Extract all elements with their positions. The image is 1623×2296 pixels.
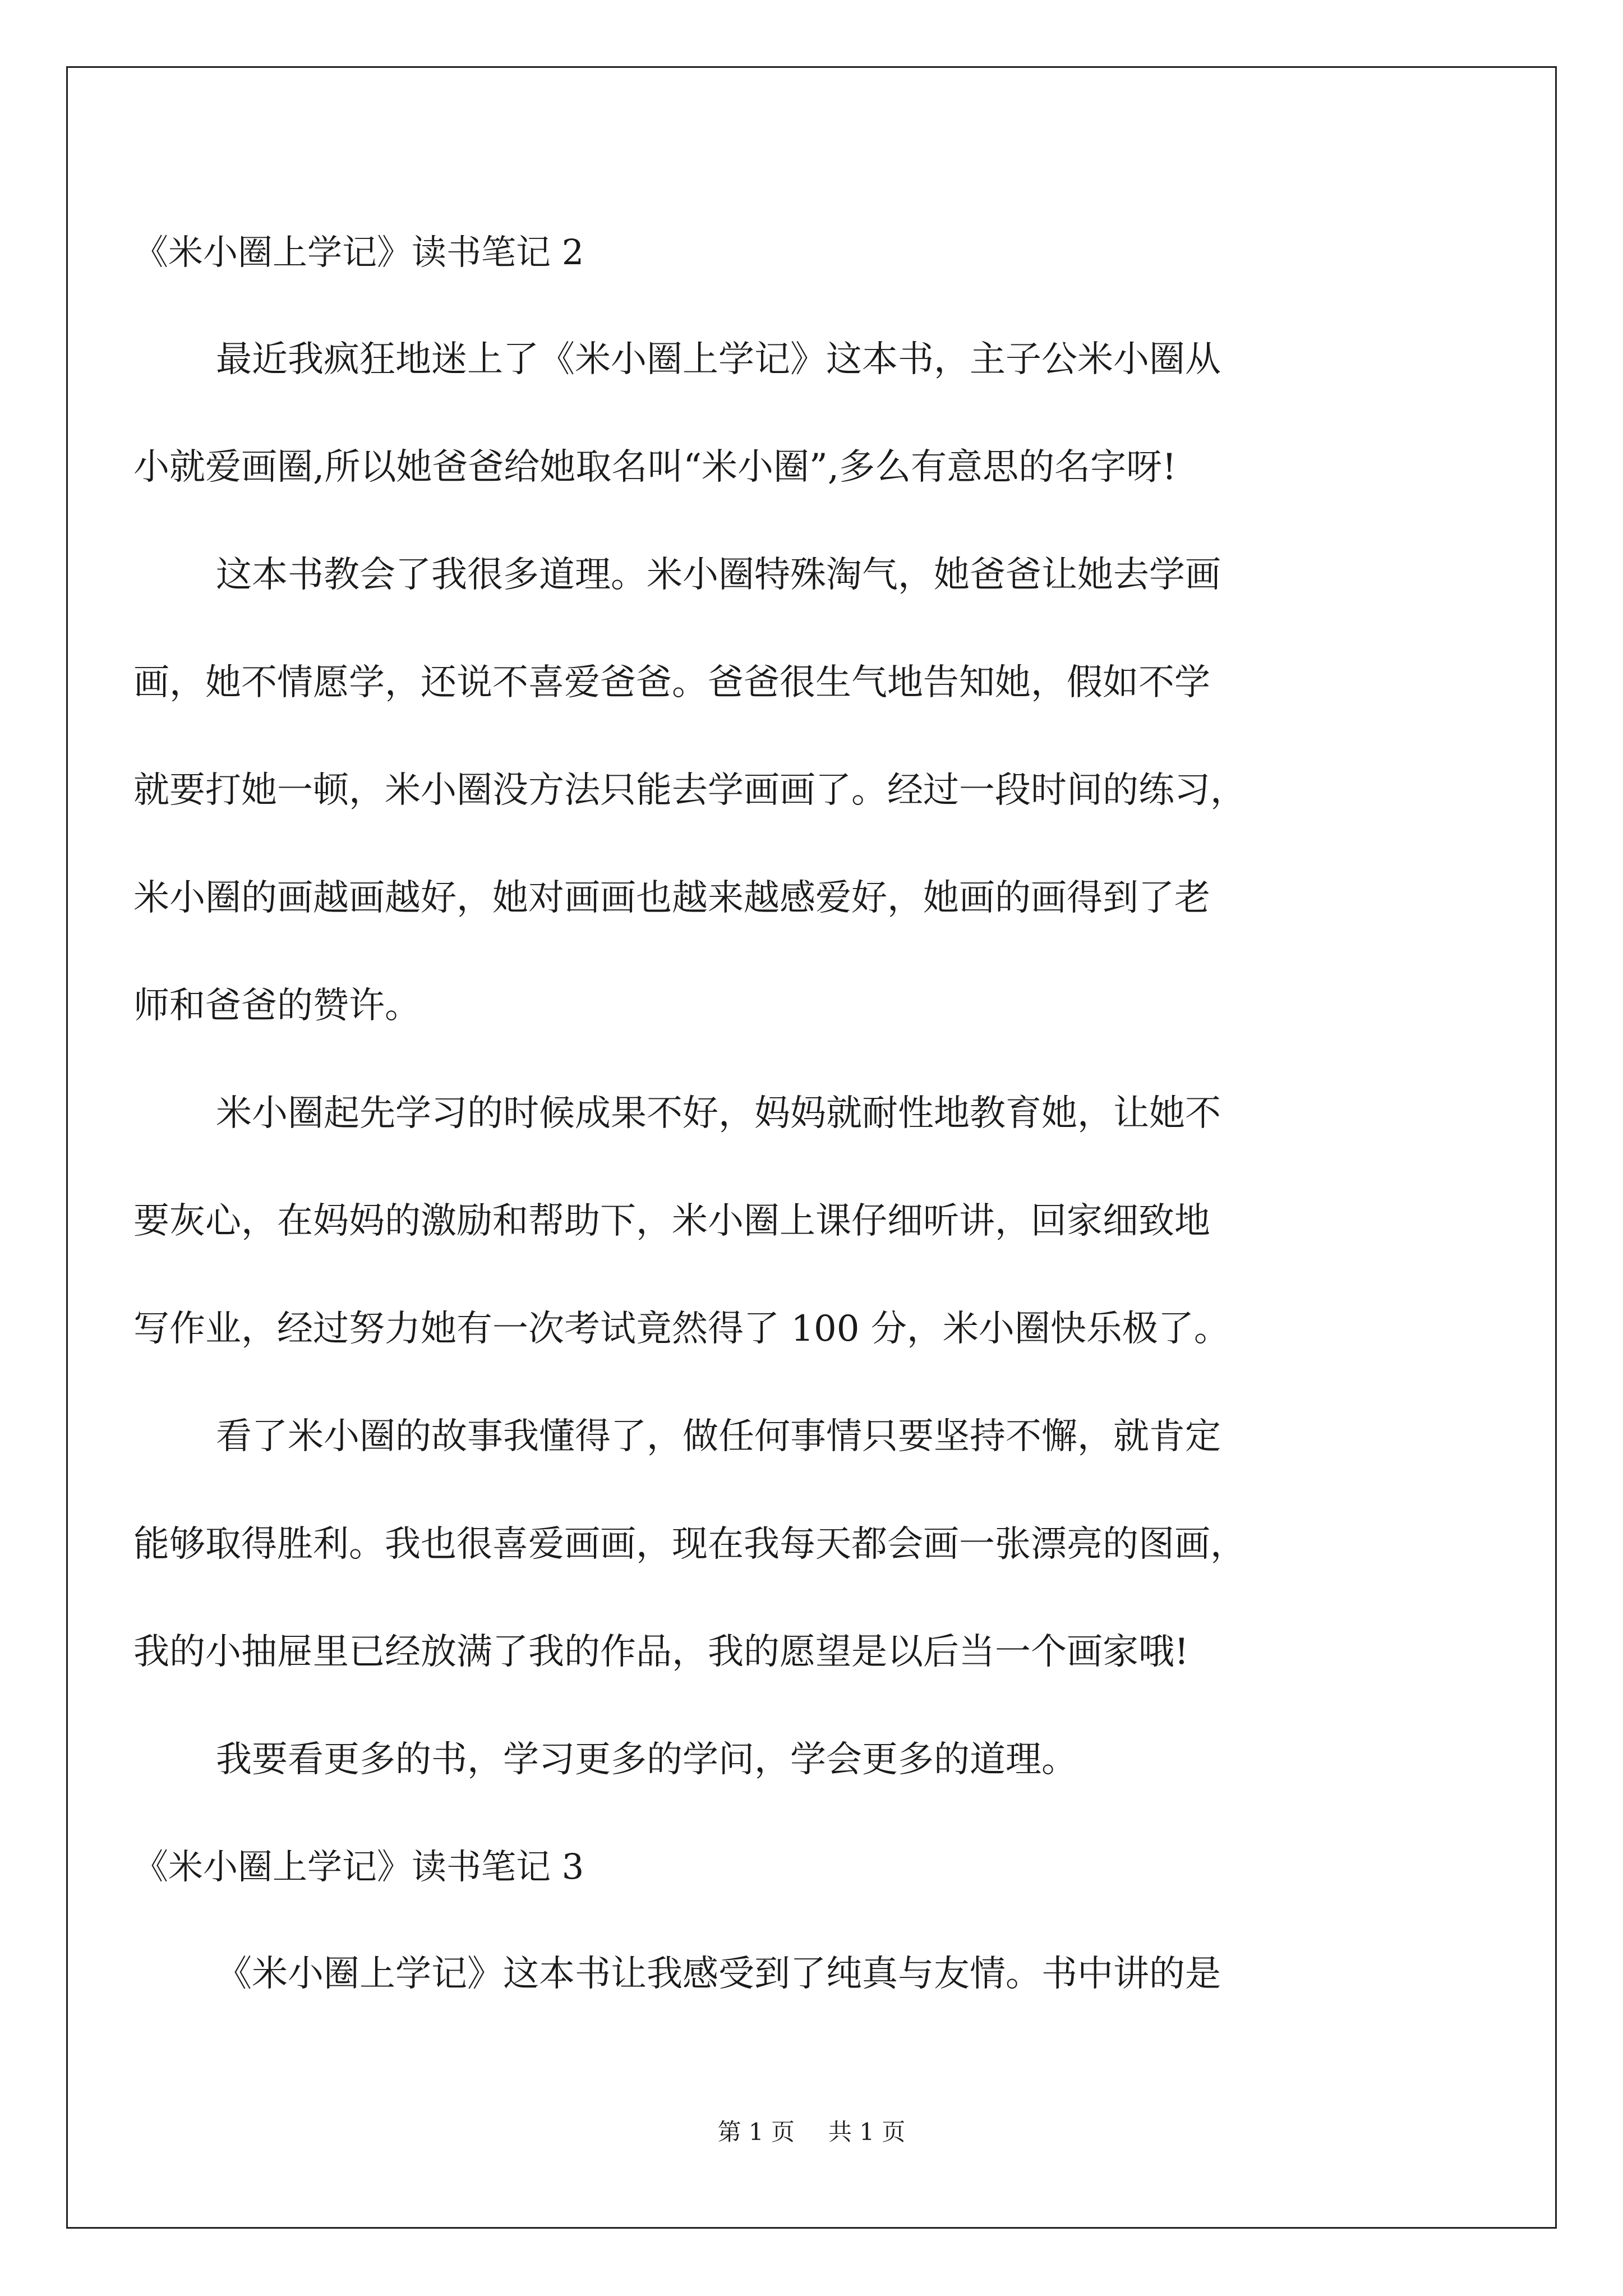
paragraph-line: 要灰心，在妈妈的激励和帮助下，米小圈上课仔细听讲，回家细致地 [133, 1200, 1210, 1242]
page-total: 共 1 页 [828, 2118, 906, 2146]
paragraph-line: 这本书教会了我很多道理。米小圈特殊淘气，她爸爸让她去学画 [216, 554, 1221, 596]
paragraph-line: 最近我疯狂地迷上了《米小圈上学记》这本书，主子公米小圈从 [216, 339, 1221, 380]
paragraph-line: 就要打她一顿，米小圈没方法只能去学画画了。经过一段时间的练习， [133, 770, 1246, 811]
paragraph-line: 能够取得胜利。我也很喜爱画画，现在我每天都会画一张漂亮的图画， [133, 1524, 1246, 1565]
paragraph-line: 写作业，经过努力她有一次考试竟然得了 100 分，米小圈快乐极了。 [133, 1308, 1230, 1350]
paragraph-line: 我要看更多的书，学习更多的学问，学会更多的道理。 [216, 1739, 1077, 1780]
paragraph-line: 《米小圈上学记》这本书让我感受到了纯真与友情。书中讲的是 [216, 1953, 1221, 1995]
document-body [133, 199, 1446, 2028]
paragraph-line: 师和爸爸的赞许。 [133, 985, 421, 1027]
section-heading: 《米小圈上学记》读书笔记 2 [133, 232, 584, 273]
paragraph-line: 看了米小圈的故事我懂得了，做任何事情只要坚持不懈，就肯定 [216, 1416, 1221, 1457]
page-number: 第 1 页 [717, 2118, 795, 2146]
paragraph-line: 米小圈起先学习的时候成果不好，妈妈就耐性地教育她，让她不 [216, 1093, 1221, 1134]
paragraph-line: 我的小抽屉里已经放满了我的作品，我的愿望是以后当一个画家哦! [133, 1631, 1189, 1673]
paragraph-line: 画，她不情愿学，还说不喜爱爸爸。爸爸很生气地告知她，假如不学 [133, 662, 1210, 703]
section-heading: 《米小圈上学记》读书笔记 3 [133, 1846, 584, 1887]
page-footer [0, 2114, 1623, 2147]
paragraph-line: 米小圈的画越画越好，她对画画也越来越感爱好，她画的画得到了老 [133, 877, 1210, 919]
paragraph-line: 小就爱画圈,所以她爸爸给她取名叫“米小圈”,多么有意思的名字呀! [133, 447, 1177, 488]
